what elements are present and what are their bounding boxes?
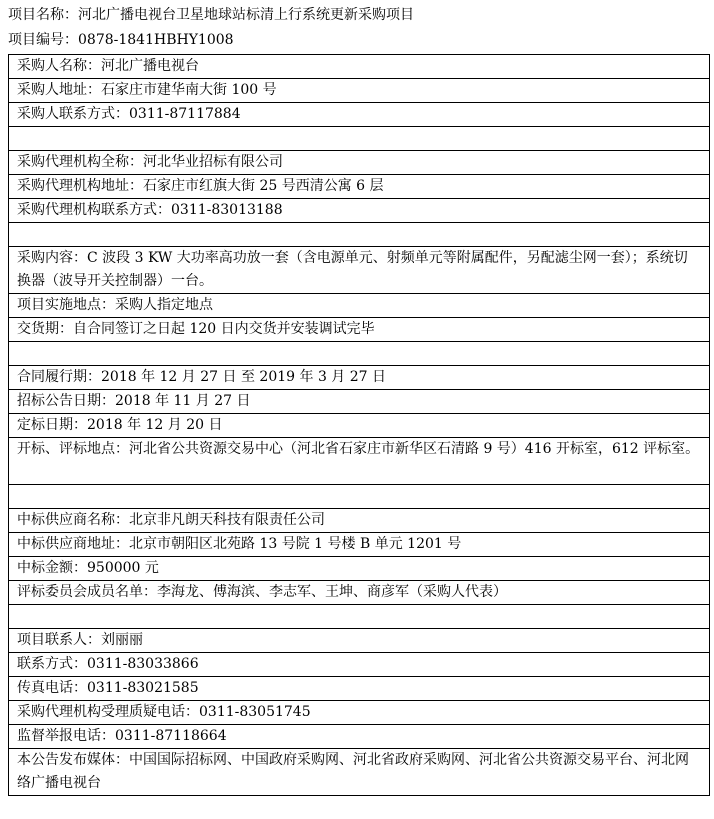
award-amount: 中标金额：950000 元 <box>9 557 710 581</box>
project-code: 项目编号：0878-1841HBHY1008 <box>8 32 234 48</box>
bid-venue: 开标、评标地点：河北省公共资源交易中心（河北省石家庄市新华区石清路 9 号）416 开标室，612 评标室。 <box>9 438 710 485</box>
contract-period: 合同履行期：2018 年 12 月 27 日 至 2019 年 3 月 27 日 <box>9 366 710 390</box>
procurement-content: 采购内容：C 波段 3 KW 大功率高功放一套（含电源单元、射频单元等附属配件，另配滤尘网一套）；系统切换器（波导开关控制器）一台。 <box>9 247 710 294</box>
announcement-date: 招标公告日期：2018 年 11 月 27 日 <box>9 390 710 414</box>
blank-row <box>9 605 710 629</box>
contact-phone: 联系方式：0311-83033866 <box>9 653 710 677</box>
project-name: 项目名称：河北广播电视台卫星地球站标清上行系统更新采购项目 <box>8 7 414 23</box>
implementation-location: 项目实施地点：采购人指定地点 <box>9 294 710 318</box>
buyer-name: 采购人名称：河北广播电视台 <box>9 55 710 79</box>
project-contact: 项目联系人：刘丽丽 <box>9 629 710 653</box>
blank-row <box>9 485 710 509</box>
blank-row <box>9 223 710 247</box>
buyer-address: 采购人地址：石家庄市建华南大街 100 号 <box>9 79 710 103</box>
agency-name: 采购代理机构全称：河北华业招标有限公司 <box>9 151 710 175</box>
agency-address: 采购代理机构地址：石家庄市红旗大街 25 号西清公寓 6 层 <box>9 175 710 199</box>
publication-media: 本公告发布媒体：中国国际招标网、中国政府采购网、河北省政府采购网、河北省公共资源交易平台、河北网络广播电视台 <box>9 749 710 796</box>
agency-contact: 采购代理机构联系方式：0311-83013188 <box>9 199 710 223</box>
blank-row <box>9 127 710 151</box>
winner-name: 中标供应商名称：北京非凡朗天科技有限责任公司 <box>9 509 710 533</box>
winner-address: 中标供应商地址：北京市朝阳区北苑路 13 号院 1 号楼 B 单元 1201 号 <box>9 533 710 557</box>
evaluation-committee: 评标委员会成员名单：李海龙、傅海滨、李志军、王坤、商彦军（采购人代表） <box>9 581 710 605</box>
blank-row <box>9 342 710 366</box>
award-date: 定标日期：2018 年 12 月 20 日 <box>9 414 710 438</box>
announcement-table <box>8 54 710 796</box>
fax-phone: 传真电话：0311-83021585 <box>9 677 710 701</box>
inquiry-phone: 采购代理机构受理质疑电话：0311-83051745 <box>9 701 710 725</box>
delivery-period: 交货期：自合同签订之日起 120 日内交货并安装调试完毕 <box>9 318 710 342</box>
buyer-contact: 采购人联系方式：0311-87117884 <box>9 103 710 127</box>
supervision-phone: 监督举报电话：0311-87118664 <box>9 725 710 749</box>
